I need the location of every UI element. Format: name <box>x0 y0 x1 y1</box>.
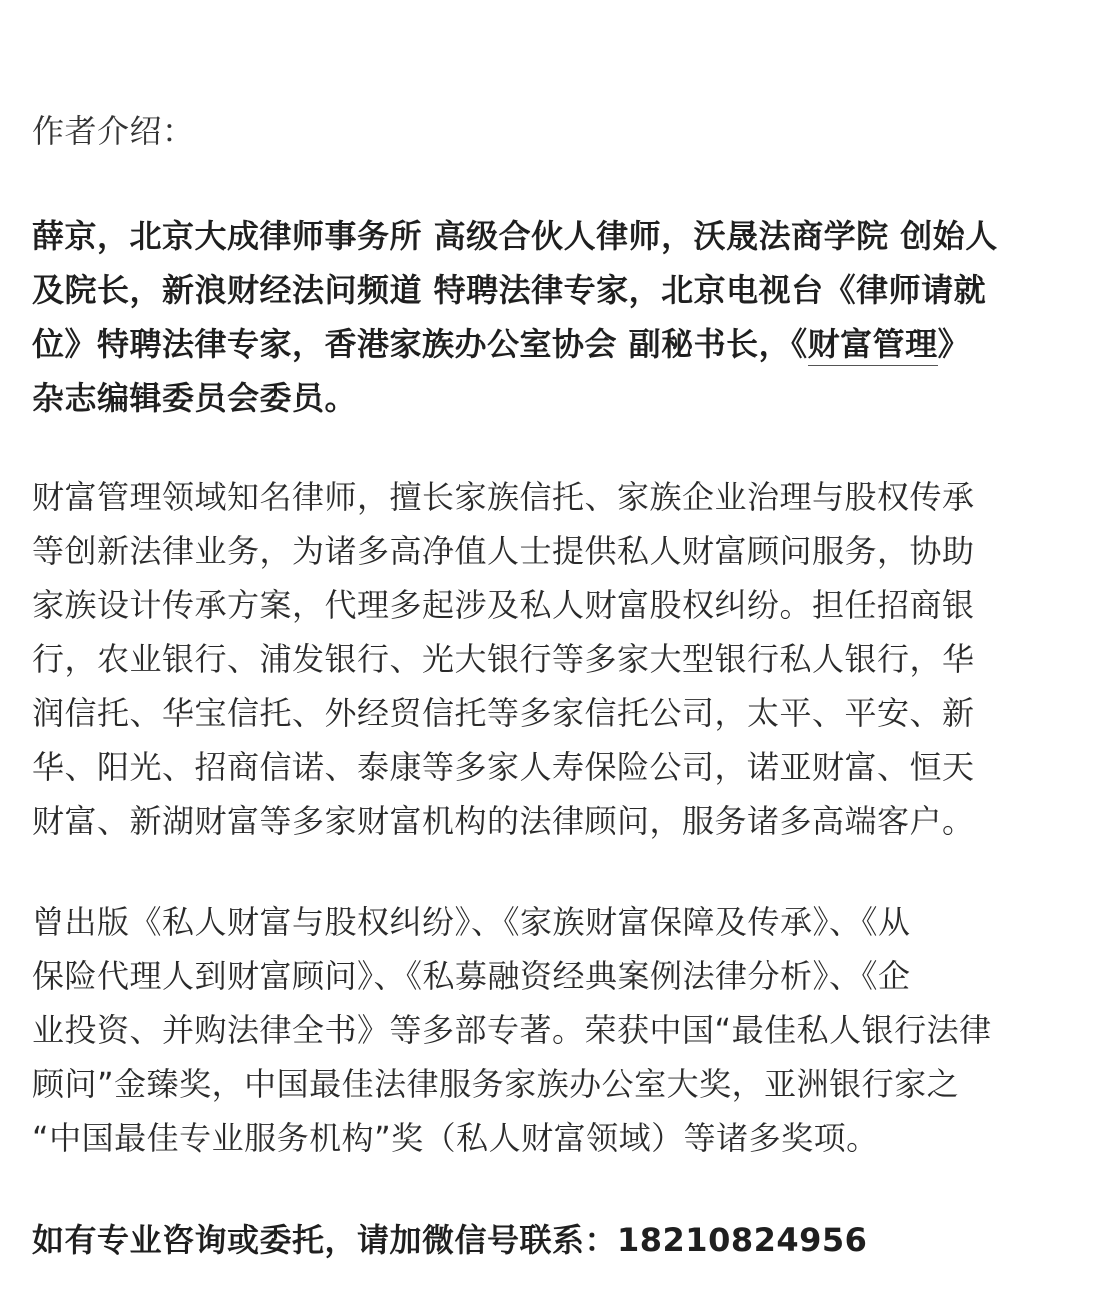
author-intro-heading: 作者介绍： <box>32 112 195 150</box>
expertise-paragraph <box>32 470 975 848</box>
expertise-line: 行，农业银行、浦发银行、光大银行等多家大型银行私人银行，华 <box>32 640 975 678</box>
contact-info: 如有专业咨询或委托，请加微信号联系：18210824956 <box>32 1221 868 1259</box>
bio-line-3-text: 位》特聘法律专家，香港家族办公室协会 副秘书长，《 <box>32 325 808 363</box>
expertise-line: 润信托、华宝信托、外经贸信托等多家信托公司，太平、平安、新 <box>32 694 975 732</box>
expertise-line: 家族设计传承方案，代理多起涉及私人财富股权纠纷。担任招商银 <box>32 586 975 624</box>
publications-line: 顾问”金臻奖，中国最佳法律服务家族办公室大奖，亚洲银行家之 <box>32 1065 960 1103</box>
expertise-line: 财富管理领域知名律师，擅长家族信托、家族企业治理与股权传承 <box>32 478 975 516</box>
publications-line: 业投资、并购法律全书》等多部专著。荣获中国“最佳私人银行法律 <box>32 1011 992 1049</box>
expertise-line: 等创新法律业务，为诸多高净值人士提供私人财富顾问服务，协助 <box>32 532 975 570</box>
bio-line-1: 薛京，北京大成律师事务所 高级合伙人律师，沃晟法商学院 创始人 <box>32 217 998 255</box>
bio-line-4: 杂志编辑委员会委员。 <box>32 379 358 417</box>
author-bio-paragraph <box>32 209 998 425</box>
expertise-line: 华、阳光、招商信诺、泰康等多家人寿保险公司，诺亚财富、恒天 <box>32 748 975 786</box>
bio-line-3 <box>32 317 998 371</box>
bio-line-3-close: 》 <box>937 325 971 363</box>
publications-line: 保险代理人到财富顾问》、《私募融资经典案例法律分析》、《企 <box>32 957 911 995</box>
publications-line: 曾出版《私人财富与股权纠纷》、《家族财富保障及传承》、《从 <box>32 903 911 941</box>
expertise-line: 财富、新湖财富等多家财富机构的法律顾问，服务诸多高端客户。 <box>32 802 975 840</box>
publications-line: “中国最佳专业服务机构”奖（私人财富领域）等诸多奖项。 <box>32 1119 879 1157</box>
bio-line-2: 及院长，新浪财经法问频道 特聘法律专家，北京电视台《律师请就 <box>32 271 987 309</box>
publications-awards-paragraph <box>32 895 992 1165</box>
wealth-management-link[interactable]: 财富管理 <box>808 325 938 366</box>
